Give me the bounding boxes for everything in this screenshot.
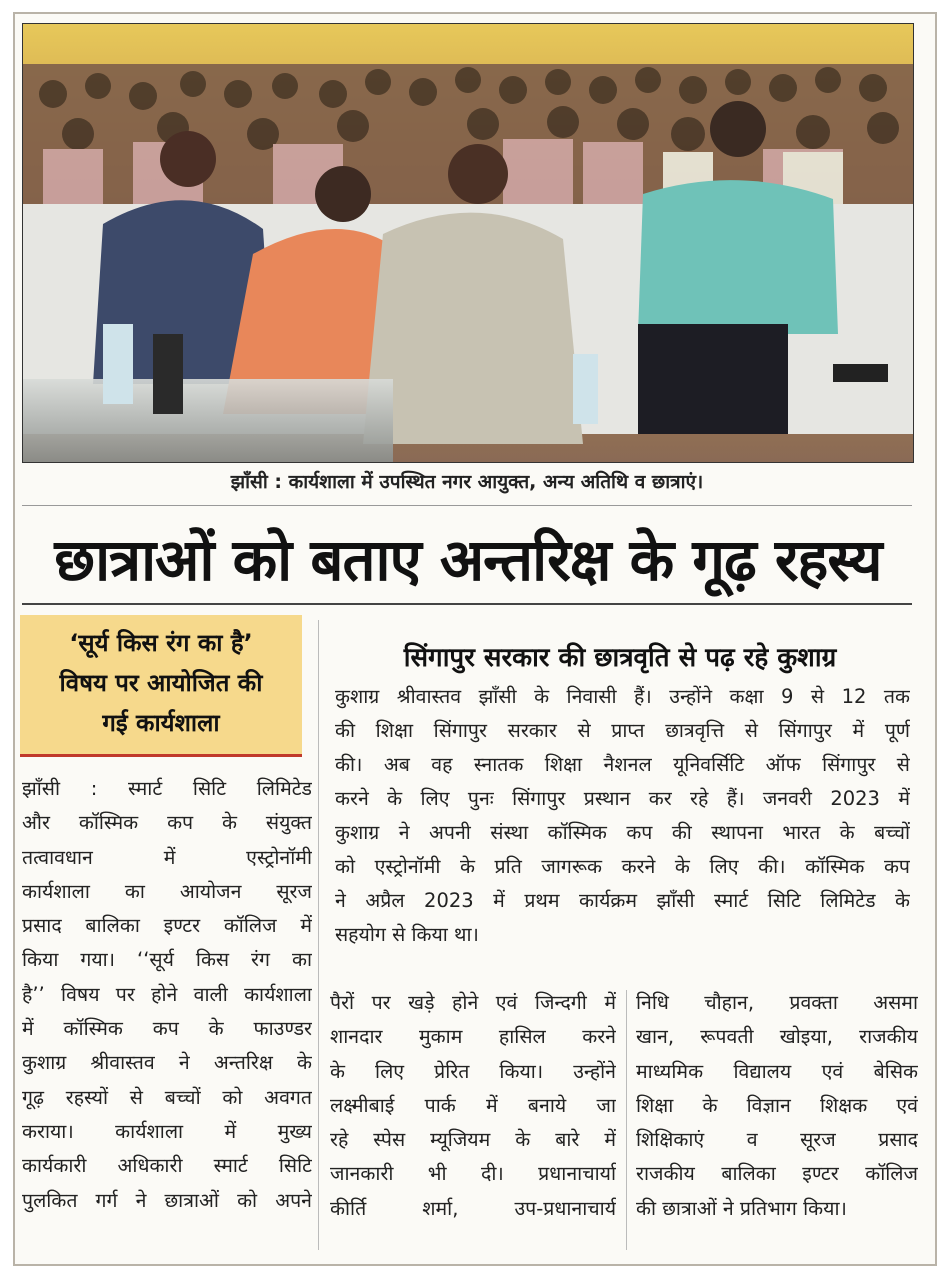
box-article-text [335,680,910,952]
text-line: झाँसी : स्मार्ट सिटि लिमिटेड [22,777,312,800]
text-line: है’’ विषय पर होने वाली कार्यशाला [22,982,312,1006]
text-line: कीर्ति शर्मा, उप-प्रधानाचार्य [330,1196,616,1220]
text-line: कार्यशाला का आयोजन सूरज [22,879,312,903]
text-line: के लिए प्रेरित किया। उन्होंने [330,1059,616,1083]
text-line: ने अप्रैल 2023 में प्रथम कार्यक्रम झाँसी स्मार्ट सिटि लिमिटेड के [335,889,910,912]
box-subheading: सिंगापुर सरकार की छात्रवृति से पढ़ रहे कुशाग्र [403,643,837,673]
subheadline-box [20,615,302,757]
photo-caption: झाँसी : कार्यशाला में उपस्थित नगर आयुक्त, अन्य अतिथि व छात्राएं। [230,471,704,493]
text-line: को एस्ट्रोनॉमी के प्रति जागरूक करने के लिए की। कॉस्मिक कप [335,855,910,878]
text-line: सहयोग से किया था। [335,923,479,946]
text-line: शिक्षा के विज्ञान शिक्षक एवं [636,1093,918,1117]
text-line: गूढ़ रहस्यों से बच्चों को अवगत [22,1085,312,1109]
text-line: शानदार मुकाम हासिल करने [330,1025,616,1049]
text-line: की शिक्षा सिंगापुर सरकार से प्राप्त छात्रवृत्ति से सिंगापुर में पूर्ण [335,719,910,742]
article-column-3 [636,986,918,1226]
text-line: पैरों पर खड़े होने एवं जिन्दगी में [330,991,616,1014]
text-line: माध्यमिक विद्यालय एवं बेसिक [636,1059,918,1083]
column-divider [626,990,627,1250]
text-line: कुशाग्र श्रीवास्तव ने अन्तरिक्ष के [22,1051,312,1075]
text-line: कुशाग्र ने अपनी संस्था कॉस्मिक कप की स्थापना भारत के बच्चों [335,821,910,844]
subheadline-line: विषय पर आयोजित की [59,669,263,697]
text-line: खान, रूपवती खोइया, राजकीय [636,1025,918,1049]
subheadline-line: ‘सूर्य किस रंग का है’ [69,629,253,657]
text-line: की छात्राओं ने प्रतिभाग किया। [636,1196,847,1220]
text-line: पुलकित गर्ग ने छात्राओं को अपने [22,1188,312,1212]
article-column-2 [330,986,616,1226]
event-photo-image [23,24,913,462]
headline: छात्राओं को बताए अन्तरिक्ष के गूढ़ रहस्य [54,526,882,594]
text-line: कुशाग्र श्रीवास्तव झाँसी के निवासी हैं। उन्होंने कक्षा 9 से 12 तक [335,685,910,708]
divider [22,505,912,506]
text-line: रहे स्पेस म्यूजियम के बारे में [330,1128,616,1152]
text-line: और कॉस्मिक कप के संयुक्त [22,811,312,835]
column-divider [318,620,319,1250]
text-line: में कॉस्मिक कप के फाउण्डर [22,1017,312,1041]
text-line: राजकीय बालिका इण्टर कॉलिज [636,1162,918,1186]
event-photo [22,23,914,463]
subheadline-line: गई कार्यशाला [102,709,220,737]
text-line: शिक्षिकाएं व सूरज प्रसाद [636,1128,918,1152]
article-column-1 [22,772,312,1218]
text-line: किया गया। ‘‘सूर्य किस रंग का [22,948,312,972]
text-line: कार्यकारी अधिकारी स्मार्ट सिटि [22,1154,312,1178]
text-line: तत्वावधान में एस्ट्रोनॉमी [22,845,312,869]
text-line: की। अब वह स्नातक शिक्षा नैशनल यूनिवर्सिटि ऑफ सिंगापुर से [335,753,910,776]
text-line: प्रसाद बालिका इण्टर कॉलिज में [22,914,312,938]
text-line: लक्ष्मीबाई पार्क में बनाये जा [330,1093,616,1117]
text-line: करने के लिए पुनः सिंगापुर प्रस्थान कर रहे हैं। जनवरी 2023 में [335,787,910,810]
text-line: जानकारी भी दी। प्रधानाचार्या [330,1162,616,1186]
text-line: कराया। कार्यशाला में मुख्य [22,1119,312,1143]
divider [22,603,912,605]
text-line: निधि चौहान, प्रवक्ता असमा [636,991,918,1014]
